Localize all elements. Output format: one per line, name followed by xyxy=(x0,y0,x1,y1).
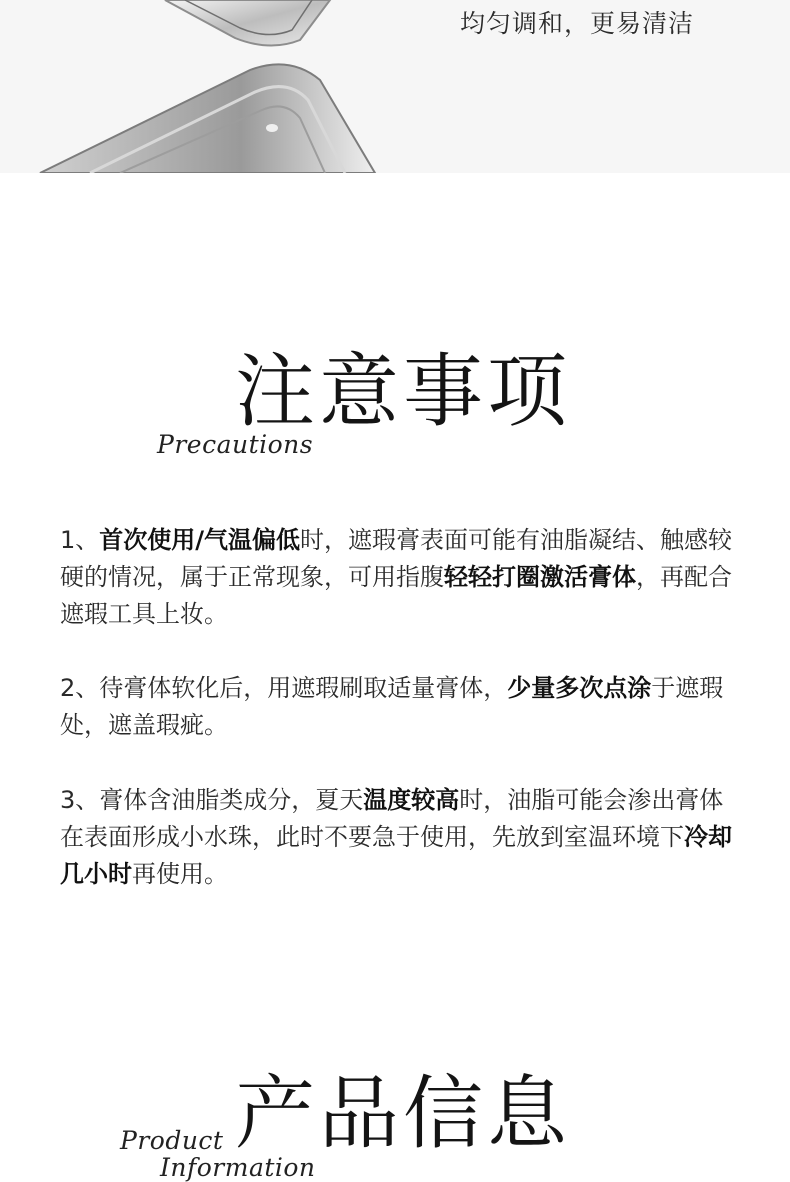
body-text: 时，油脂可能会渗出膏体在表面形成小水珠，此时不要急于使用，先放到室温环境下 xyxy=(60,786,724,851)
emphasis-text: 冷却几小时 xyxy=(60,823,732,888)
body-text: 2、待膏体软化后，用遮瑕刷取适量膏体， xyxy=(60,674,508,702)
product-info-subtitle-line1: Product xyxy=(120,1126,224,1155)
hero-caption: 均匀调和，更易清洁 xyxy=(460,9,695,38)
body-text: 1、 xyxy=(60,526,100,554)
body-text: 时，遮瑕膏表面可能有油脂凝结、触感较硬的情况，属于正常现象，可用指腹 xyxy=(60,526,733,591)
emphasis-text: 少量多次点涂 xyxy=(507,674,652,702)
body-text: 于遮瑕处，遮盖瑕疵。 xyxy=(60,674,724,739)
emphasis-text: 轻轻打圈激活膏体 xyxy=(444,563,636,591)
emphasis-text: 首次使用/气温偏低 xyxy=(99,526,301,554)
emphasis-text: 温度较高 xyxy=(363,786,460,814)
precautions-subtitle: Precautions xyxy=(157,430,314,459)
body-text: ，再配合遮瑕工具上妆。 xyxy=(60,563,732,628)
hero-image-panel xyxy=(0,0,790,173)
product-info-subtitle-line2: Information xyxy=(160,1153,316,1182)
precaution-item-2 xyxy=(60,670,740,744)
precaution-item-1 xyxy=(60,522,740,633)
product-info-title: 产品信息 xyxy=(235,1067,571,1160)
precaution-item-3 xyxy=(60,782,740,893)
body-text: 再使用。 xyxy=(132,860,228,888)
body-text: 3、膏体含油脂类成分，夏天 xyxy=(60,786,364,814)
precautions-title: 注意事项 xyxy=(235,345,571,438)
